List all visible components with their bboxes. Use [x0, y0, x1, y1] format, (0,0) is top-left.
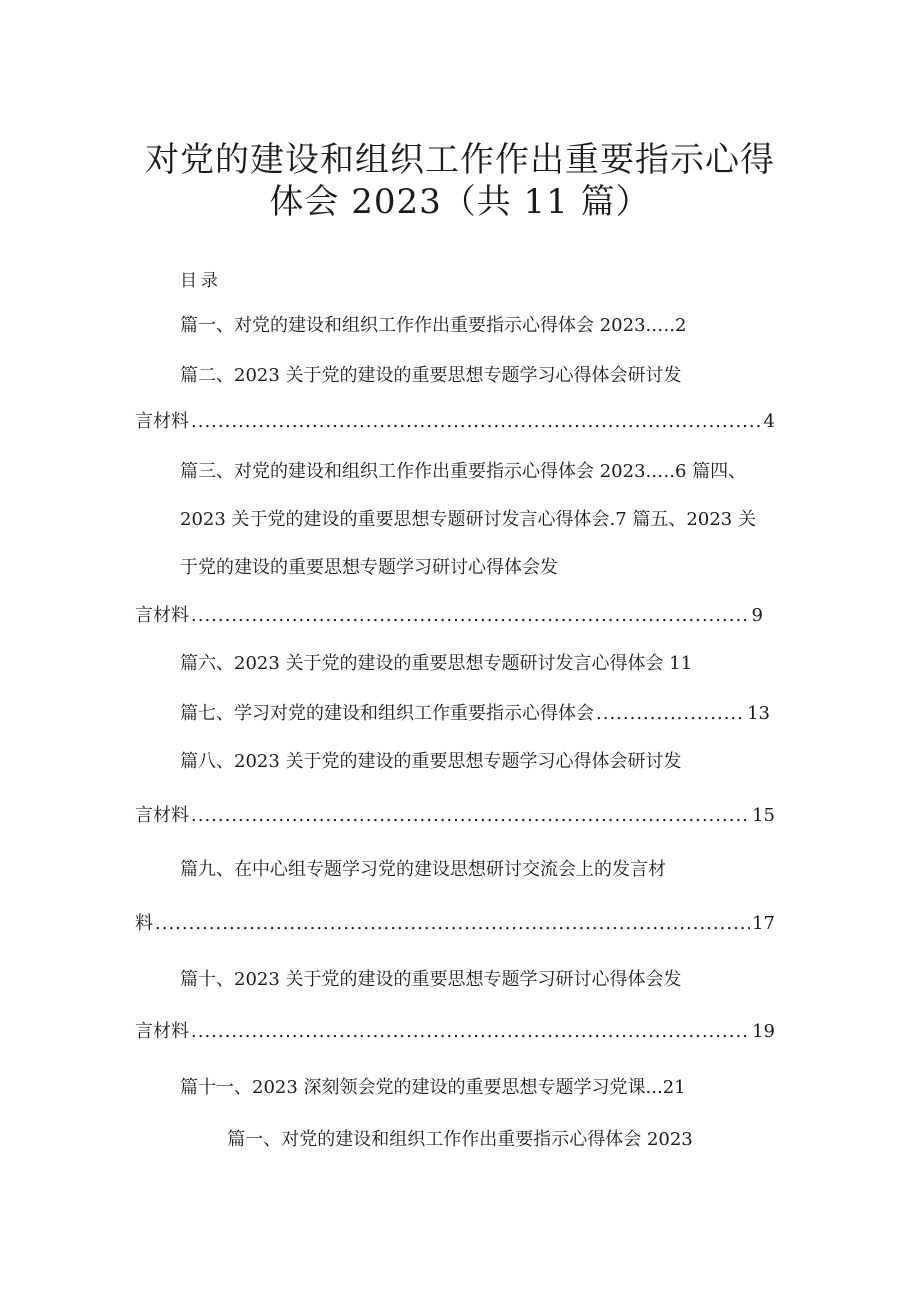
toc-entry-text: 言材料: [135, 1021, 189, 1042]
toc-leader-dots: [155, 912, 750, 936]
toc-entry-7[interactable]: [180, 702, 770, 726]
toc-page-number: 19: [752, 1021, 775, 1042]
toc-entry-2-line-1[interactable]: 篇二、2023 关于党的建设的重要思想专题学习心得体会研讨发: [180, 365, 682, 386]
toc-entry-10-line-1[interactable]: 篇十、2023 关于党的建设的重要思想专题学习研讨心得体会发: [180, 969, 682, 990]
toc-entry-9-line-2[interactable]: [135, 912, 775, 936]
toc-page-number: 15: [752, 805, 775, 826]
toc-leader-dots: [191, 410, 762, 434]
toc-entry-2-line-2[interactable]: [135, 410, 775, 434]
toc-entry-text: 料: [135, 913, 153, 934]
toc-leader-dots: [596, 702, 745, 726]
toc-entry-text: 言材料: [135, 805, 189, 826]
toc-entry-1[interactable]: 篇一、对党的建设和组织工作作出重要指示心得体会 2023.….2: [180, 315, 687, 336]
toc-page-number: 17: [752, 913, 775, 934]
toc-page-number: 9: [751, 605, 763, 626]
toc-entry-11[interactable]: 篇十一、2023 深刻领会党的建设的重要思想专题学习党课...21: [180, 1077, 686, 1098]
document-title-line-2: 体会 2023（共 11 篇）: [269, 182, 651, 222]
toc-entry-text: 言材料: [135, 411, 189, 432]
toc-page-number: 4: [763, 411, 775, 432]
toc-leader-dots: [191, 1020, 750, 1044]
toc-entry-4[interactable]: 2023 关于党的建设的重要思想专题研讨发言心得体会.7 篇五、2023 关: [180, 509, 756, 530]
toc-entry-8-line-2[interactable]: [135, 804, 775, 828]
toc-entry-text: 篇七、学习对党的建设和组织工作重要指示心得体会: [180, 703, 594, 724]
toc-page-number: 13: [747, 703, 770, 724]
toc-leader-dots: [191, 804, 750, 828]
toc-entry-3[interactable]: 篇三、对党的建设和组织工作作出重要指示心得体会 2023.….6 篇四、: [180, 461, 747, 482]
toc-entry-text: 言材料: [135, 605, 189, 626]
toc-entry-5-line-1[interactable]: 于党的建设的重要思想专题学习研讨心得体会发: [180, 557, 558, 578]
document-title-line-1: 对党的建设和组织工作作出重要指示心得: [145, 140, 775, 180]
toc-entry-10-line-2[interactable]: [135, 1020, 775, 1044]
toc-entry-6[interactable]: 篇六、2023 关于党的建设的重要思想专题研讨发言心得体会 11: [180, 653, 693, 674]
toc-label: 目录: [180, 271, 222, 291]
section-heading: 篇一、对党的建设和组织工作作出重要指示心得体会 2023: [227, 1129, 693, 1150]
toc-entry-9-line-1[interactable]: 篇九、在中心组专题学习党的建设思想研讨交流会上的发言材: [180, 859, 666, 880]
toc-entry-8-line-1[interactable]: 篇八、2023 关于党的建设的重要思想专题学习心得体会研讨发: [180, 751, 682, 772]
toc-leader-dots: [191, 604, 750, 628]
toc-entry-5-line-2[interactable]: [135, 604, 763, 628]
